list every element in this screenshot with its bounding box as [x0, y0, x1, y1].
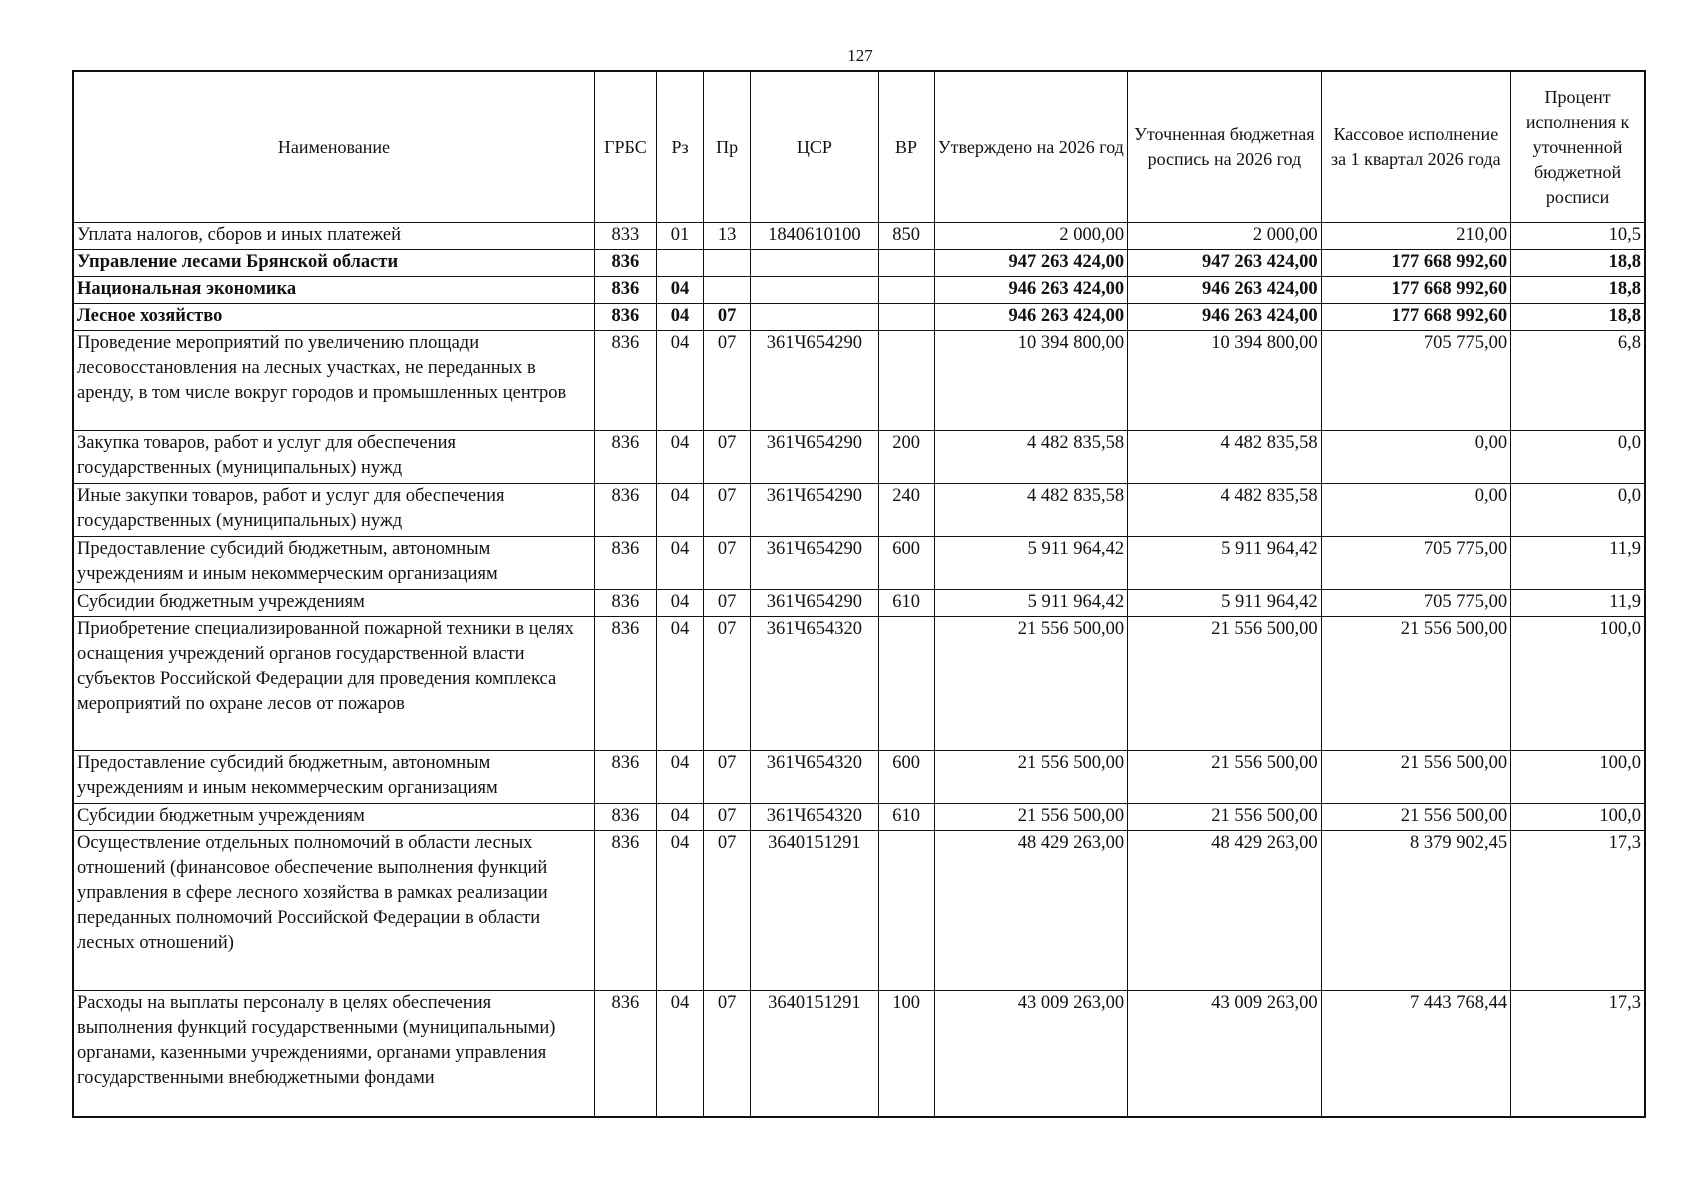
cell-grbs: 836: [594, 304, 656, 331]
cell-vr: 600: [878, 537, 934, 590]
cell-refined: 946 263 424,00: [1128, 277, 1321, 304]
cell-approved: 5 911 964,42: [934, 590, 1127, 617]
cell-cash: 21 556 500,00: [1321, 751, 1510, 804]
header-rz: Рз: [656, 71, 703, 223]
cell-rz: 04: [656, 804, 703, 831]
cell-cash: 705 775,00: [1321, 331, 1510, 431]
cell-approved: 4 482 835,58: [934, 484, 1127, 537]
cell-approved: 5 911 964,42: [934, 537, 1127, 590]
cell-approved: 947 263 424,00: [934, 250, 1127, 277]
cell-cash: 177 668 992,60: [1321, 250, 1510, 277]
cell-name: Предоставление субсидий бюджетным, автономным учреждениям и иным некоммерческим организациям: [73, 751, 594, 804]
cell-percent: 18,8: [1511, 277, 1645, 304]
cell-refined: 4 482 835,58: [1128, 484, 1321, 537]
cell-cash: 21 556 500,00: [1321, 617, 1510, 751]
cell-name: Национальная экономика: [73, 277, 594, 304]
cell-approved: 48 429 263,00: [934, 831, 1127, 991]
table-row: [73, 223, 1645, 250]
cell-approved: 21 556 500,00: [934, 804, 1127, 831]
cell-vr: 600: [878, 751, 934, 804]
table-row: [73, 590, 1645, 617]
cell-pr: 07: [704, 331, 751, 431]
cell-vr: [878, 277, 934, 304]
cell-cash: 705 775,00: [1321, 537, 1510, 590]
cell-refined: 10 394 800,00: [1128, 331, 1321, 431]
cell-vr: 850: [878, 223, 934, 250]
cell-approved: 43 009 263,00: [934, 991, 1127, 1117]
cell-percent: 0,0: [1511, 431, 1645, 484]
cell-pr: [704, 277, 751, 304]
header-csr: ЦСР: [751, 71, 878, 223]
cell-refined: 4 482 835,58: [1128, 431, 1321, 484]
cell-grbs: 833: [594, 223, 656, 250]
cell-refined: 5 911 964,42: [1128, 537, 1321, 590]
cell-grbs: 836: [594, 250, 656, 277]
cell-percent: 100,0: [1511, 617, 1645, 751]
table-header-row: [73, 71, 1645, 223]
budget-execution-table: [72, 70, 1646, 1118]
cell-rz: 04: [656, 304, 703, 331]
table-row: [73, 991, 1645, 1117]
table-row: [73, 431, 1645, 484]
table-row: [73, 250, 1645, 277]
cell-grbs: 836: [594, 751, 656, 804]
cell-grbs: 836: [594, 484, 656, 537]
cell-cash: 210,00: [1321, 223, 1510, 250]
table-row: [73, 331, 1645, 431]
cell-rz: 04: [656, 751, 703, 804]
table-row: [73, 831, 1645, 991]
cell-vr: [878, 617, 934, 751]
cell-vr: [878, 250, 934, 277]
cell-csr: [751, 250, 878, 277]
cell-approved: 10 394 800,00: [934, 331, 1127, 431]
cell-csr: 3640151291: [751, 831, 878, 991]
cell-approved: 21 556 500,00: [934, 617, 1127, 751]
header-pr: Пр: [704, 71, 751, 223]
header-cash: Кассовое исполнение за 1 квартал 2026 года: [1321, 71, 1510, 223]
cell-cash: 8 379 902,45: [1321, 831, 1510, 991]
cell-refined: 2 000,00: [1128, 223, 1321, 250]
cell-rz: 04: [656, 331, 703, 431]
cell-name: Предоставление субсидий бюджетным, автономным учреждениям и иным некоммерческим организациям: [73, 537, 594, 590]
cell-pr: 07: [704, 304, 751, 331]
cell-rz: 04: [656, 617, 703, 751]
cell-approved: 4 482 835,58: [934, 431, 1127, 484]
cell-rz: 01: [656, 223, 703, 250]
cell-cash: 0,00: [1321, 484, 1510, 537]
cell-name: Расходы на выплаты персоналу в целях обеспечения выполнения функций государственными (муниципальными) органами, казенными учреждениями, органами управления государственными внебюджетными фондами: [73, 991, 594, 1117]
table-row: [73, 751, 1645, 804]
cell-pr: 13: [704, 223, 751, 250]
cell-pr: 07: [704, 484, 751, 537]
cell-cash: 705 775,00: [1321, 590, 1510, 617]
cell-grbs: 836: [594, 804, 656, 831]
cell-name: Проведение мероприятий по увеличению площади лесовосстановления на лесных участках, не переданных в аренду, в том числе вокруг городов и промышленных центров: [73, 331, 594, 431]
cell-grbs: 836: [594, 277, 656, 304]
table-row: [73, 277, 1645, 304]
cell-pr: 07: [704, 991, 751, 1117]
cell-refined: 21 556 500,00: [1128, 804, 1321, 831]
cell-percent: 10,5: [1511, 223, 1645, 250]
cell-pr: 07: [704, 590, 751, 617]
cell-rz: 04: [656, 484, 703, 537]
cell-percent: 0,0: [1511, 484, 1645, 537]
cell-name: Субсидии бюджетным учреждениям: [73, 590, 594, 617]
header-grbs: ГРБС: [594, 71, 656, 223]
cell-approved: 946 263 424,00: [934, 304, 1127, 331]
cell-csr: [751, 304, 878, 331]
header-percent: Процент исполнения к уточненной бюджетной росписи: [1511, 71, 1645, 223]
table-row: [73, 804, 1645, 831]
cell-name: Закупка товаров, работ и услуг для обеспечения государственных (муниципальных) нужд: [73, 431, 594, 484]
cell-cash: 177 668 992,60: [1321, 304, 1510, 331]
cell-grbs: 836: [594, 331, 656, 431]
cell-refined: 946 263 424,00: [1128, 304, 1321, 331]
cell-cash: 21 556 500,00: [1321, 804, 1510, 831]
cell-csr: 361Ч654320: [751, 617, 878, 751]
header-name: Наименование: [73, 71, 594, 223]
table-row: [73, 304, 1645, 331]
cell-pr: 07: [704, 751, 751, 804]
header-approved: Утверждено на 2026 год: [934, 71, 1127, 223]
cell-cash: 0,00: [1321, 431, 1510, 484]
cell-refined: 947 263 424,00: [1128, 250, 1321, 277]
cell-csr: 361Ч654290: [751, 537, 878, 590]
cell-refined: 48 429 263,00: [1128, 831, 1321, 991]
cell-rz: 04: [656, 831, 703, 991]
cell-percent: 11,9: [1511, 537, 1645, 590]
cell-vr: 610: [878, 804, 934, 831]
cell-cash: 177 668 992,60: [1321, 277, 1510, 304]
cell-grbs: 836: [594, 431, 656, 484]
cell-name: Субсидии бюджетным учреждениям: [73, 804, 594, 831]
header-refined: Уточненная бюджетная роспись на 2026 год: [1128, 71, 1321, 223]
cell-percent: 11,9: [1511, 590, 1645, 617]
cell-vr: [878, 331, 934, 431]
cell-name: Приобретение специализированной пожарной техники в целях оснащения учреждений органов государственной власти субъектов Российской Федерации для проведения комплекса мероприятий по охране лесов от пожаров: [73, 617, 594, 751]
cell-name: Управление лесами Брянской области: [73, 250, 594, 277]
table-row: [73, 537, 1645, 590]
cell-rz: 04: [656, 431, 703, 484]
cell-percent: 100,0: [1511, 751, 1645, 804]
page-number: 127: [847, 46, 873, 65]
cell-approved: 2 000,00: [934, 223, 1127, 250]
cell-pr: 07: [704, 537, 751, 590]
cell-vr: 610: [878, 590, 934, 617]
cell-name: Уплата налогов, сборов и иных платежей: [73, 223, 594, 250]
table-body: [73, 223, 1645, 1117]
cell-vr: 200: [878, 431, 934, 484]
cell-csr: 361Ч654290: [751, 431, 878, 484]
cell-name: Иные закупки товаров, работ и услуг для обеспечения государственных (муниципальных) нужд: [73, 484, 594, 537]
cell-refined: 21 556 500,00: [1128, 751, 1321, 804]
cell-grbs: 836: [594, 537, 656, 590]
cell-approved: 21 556 500,00: [934, 751, 1127, 804]
cell-rz: 04: [656, 590, 703, 617]
cell-vr: [878, 831, 934, 991]
cell-csr: 361Ч654320: [751, 804, 878, 831]
cell-percent: 6,8: [1511, 331, 1645, 431]
cell-csr: 1840610100: [751, 223, 878, 250]
cell-pr: 07: [704, 804, 751, 831]
cell-rz: 04: [656, 537, 703, 590]
cell-vr: [878, 304, 934, 331]
cell-rz: 04: [656, 277, 703, 304]
cell-cash: 7 443 768,44: [1321, 991, 1510, 1117]
cell-pr: 07: [704, 617, 751, 751]
cell-refined: 5 911 964,42: [1128, 590, 1321, 617]
cell-approved: 946 263 424,00: [934, 277, 1127, 304]
cell-csr: 361Ч654290: [751, 590, 878, 617]
cell-csr: 361Ч654290: [751, 484, 878, 537]
cell-grbs: 836: [594, 590, 656, 617]
cell-csr: 361Ч654290: [751, 331, 878, 431]
cell-pr: [704, 250, 751, 277]
cell-grbs: 836: [594, 831, 656, 991]
cell-percent: 17,3: [1511, 831, 1645, 991]
cell-csr: [751, 277, 878, 304]
cell-grbs: 836: [594, 617, 656, 751]
table-row: [73, 617, 1645, 751]
cell-percent: 17,3: [1511, 991, 1645, 1117]
cell-name: Осуществление отдельных полномочий в области лесных отношений (финансовое обеспечение выполнения функций управления в сфере лесного хозяйства в рамках реализации переданных полномочий Российской Федерации в области лесных отношений): [73, 831, 594, 991]
cell-pr: 07: [704, 831, 751, 991]
cell-csr: 361Ч654320: [751, 751, 878, 804]
cell-refined: 43 009 263,00: [1128, 991, 1321, 1117]
cell-vr: 100: [878, 991, 934, 1117]
cell-refined: 21 556 500,00: [1128, 617, 1321, 751]
cell-name: Лесное хозяйство: [73, 304, 594, 331]
cell-rz: [656, 250, 703, 277]
header-vr: ВР: [878, 71, 934, 223]
cell-percent: 100,0: [1511, 804, 1645, 831]
cell-percent: 18,8: [1511, 304, 1645, 331]
cell-pr: 07: [704, 431, 751, 484]
cell-rz: 04: [656, 991, 703, 1117]
cell-percent: 18,8: [1511, 250, 1645, 277]
cell-grbs: 836: [594, 991, 656, 1117]
cell-csr: 3640151291: [751, 991, 878, 1117]
cell-vr: 240: [878, 484, 934, 537]
table-row: [73, 484, 1645, 537]
